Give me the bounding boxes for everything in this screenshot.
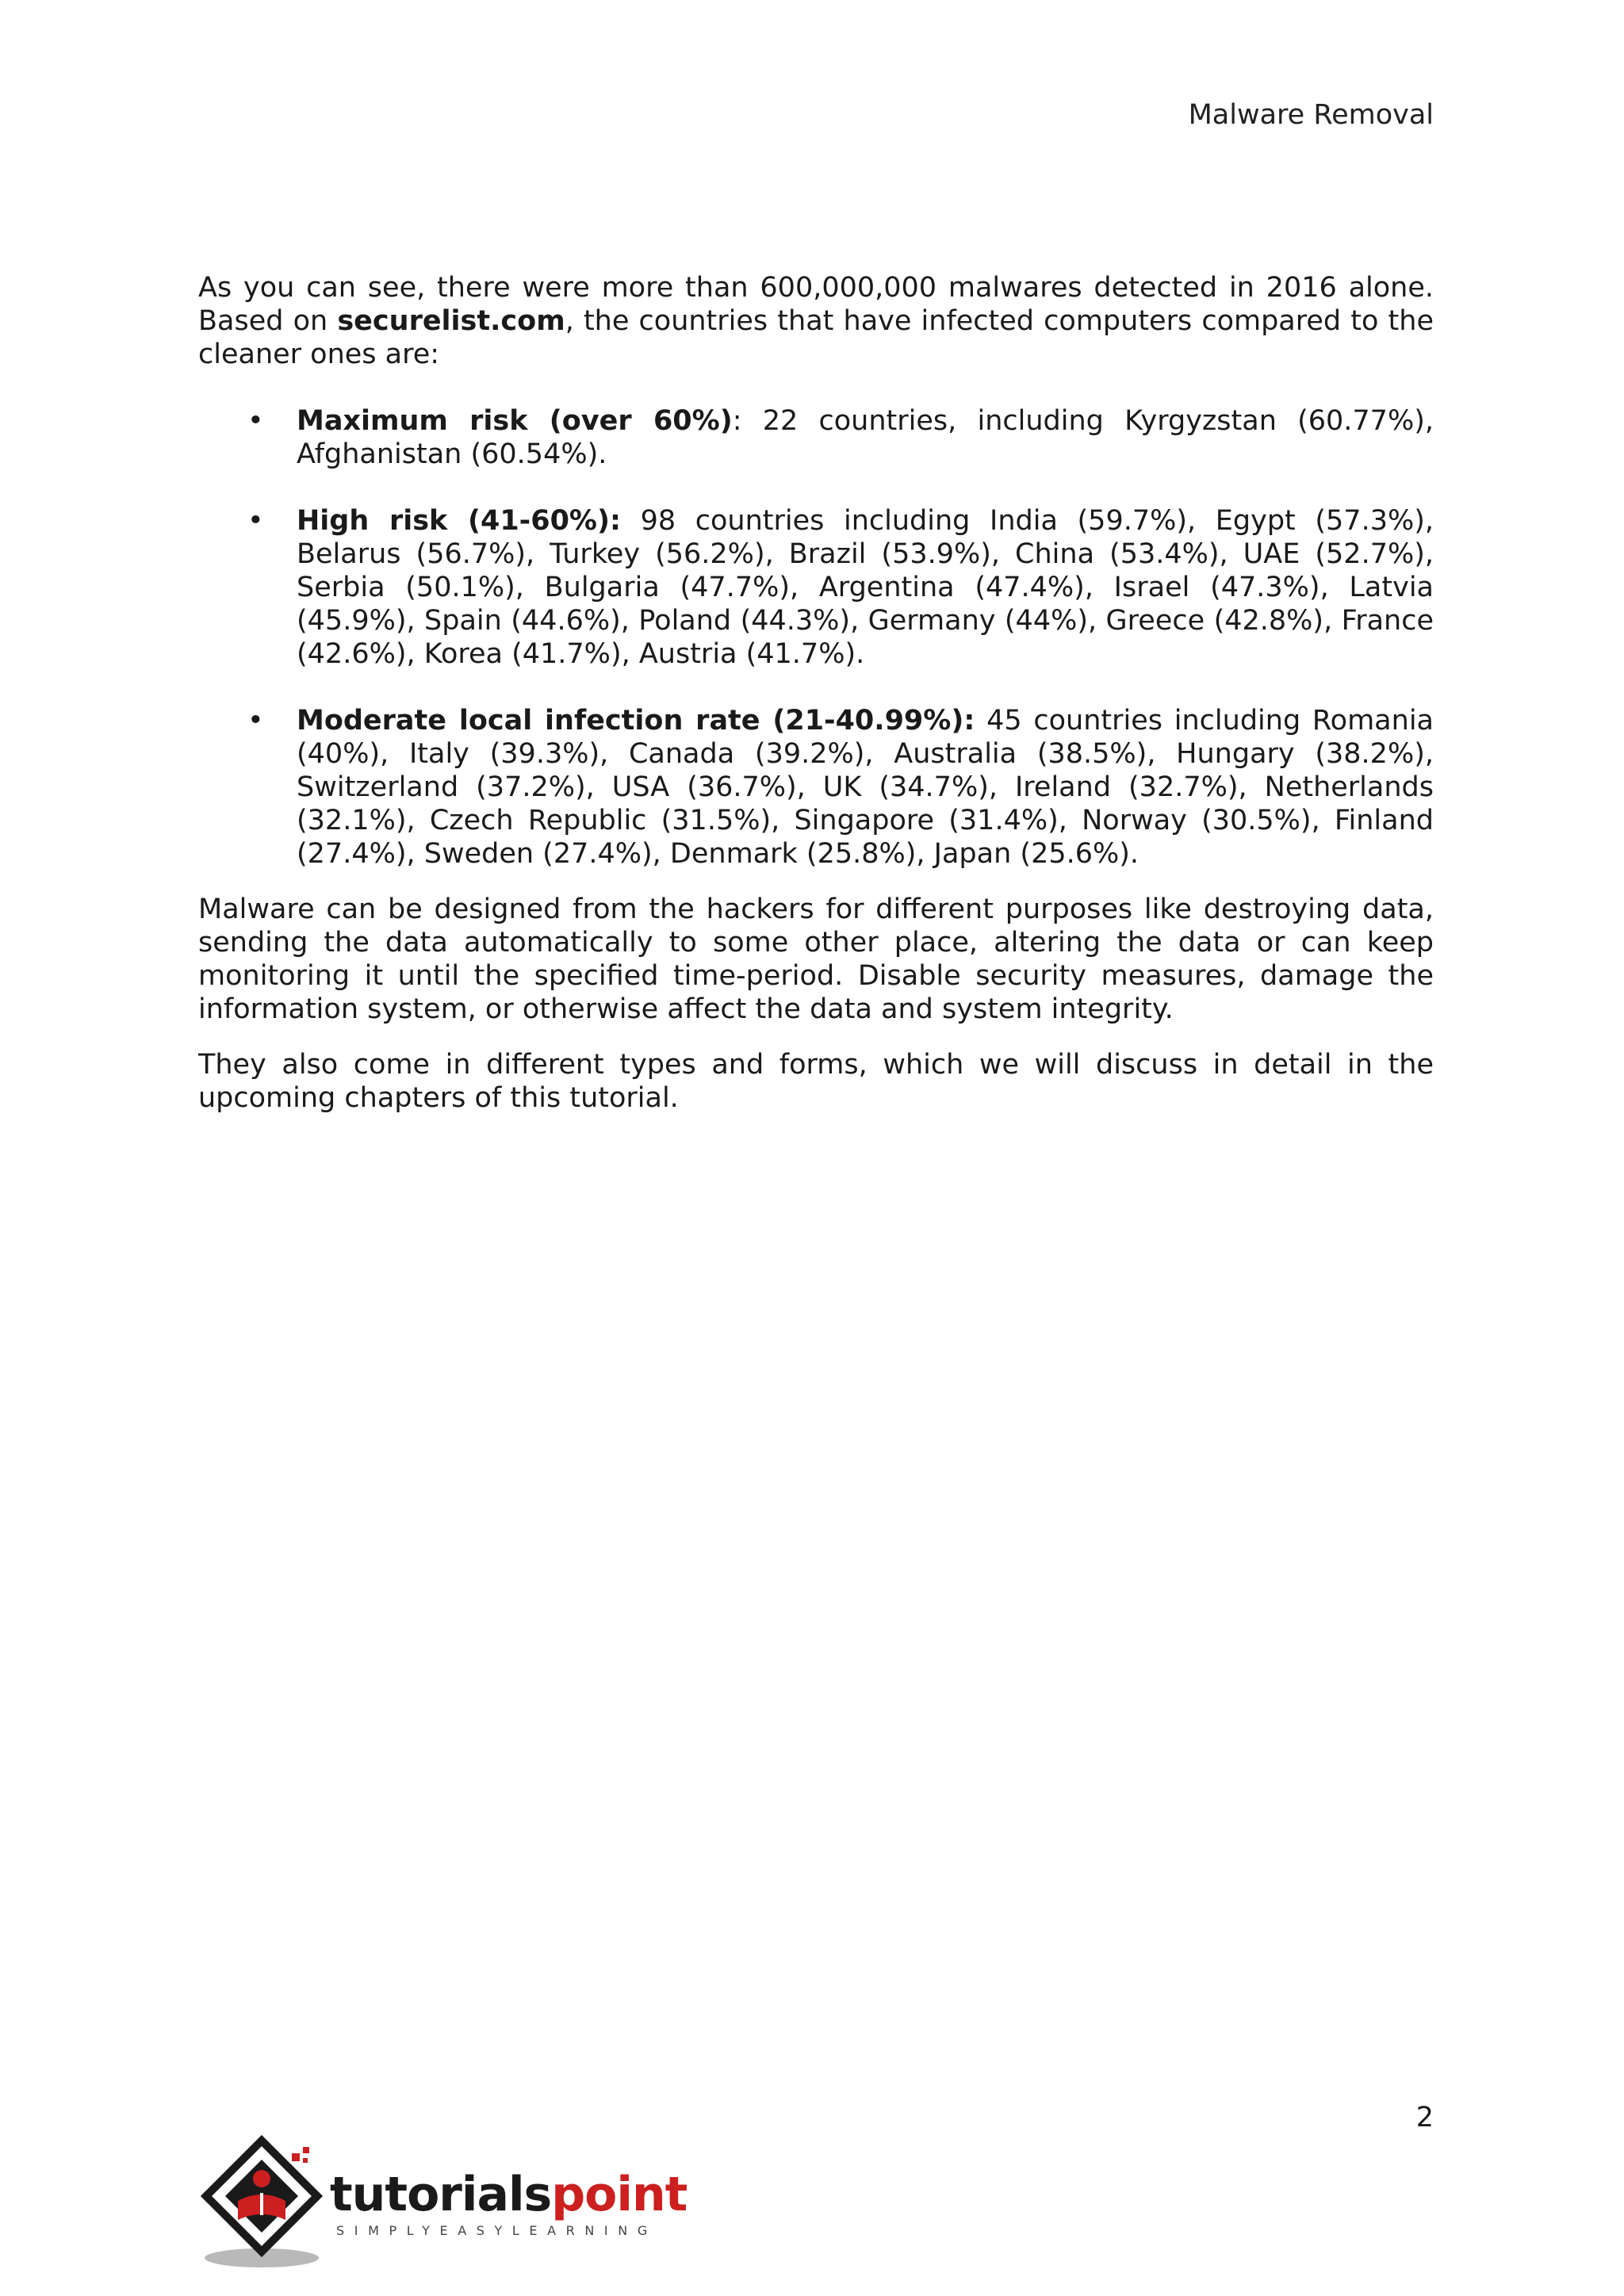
logo-tagline: SIMPLYEASYLEARNING xyxy=(336,2223,657,2238)
page-number: 2 xyxy=(1415,2102,1434,2133)
document-body xyxy=(198,271,1434,1137)
bullet-icon: • xyxy=(247,505,264,537)
logo-word-point: point xyxy=(551,2167,688,2222)
intro-text-part1: As you can see, there were more than 600,000,000 malwares detected in 2016 alone. Based on xyxy=(198,272,1434,337)
bullet-icon: • xyxy=(247,405,264,437)
intro-text-part2: , the countries that have infected computers compared to the cleaner ones are: xyxy=(198,305,1434,370)
logo-word-tutorials: tutorials xyxy=(330,2167,552,2222)
risk-label: Moderate local infection rate (21-40.99%): xyxy=(297,705,975,737)
bullet-icon: • xyxy=(247,705,264,737)
list-item-high-risk xyxy=(198,504,1434,671)
logo-wordmark xyxy=(330,2169,687,2220)
list-item-moderate-risk xyxy=(198,704,1434,871)
types-paragraph: They also come in different types and forms, which we will discuss in detail in the upcoming chapters of this tutorial. xyxy=(198,1049,1434,1114)
risk-description: 98 countries including India (59.7%), Egypt (57.3%), Belarus (56.7%), Turkey (56.2%), Brazil (53.9%), China (53.4%), UAE (52.7%), Serbia (50.1%), Bulgaria (47.7%), Argentina (47.4%), Israel (47.3%), Latvia (45.9%), Spain (44.6%), Poland (44.3%), Germany (44%), Greece (42.8%), France (42.6%), Korea (41.7%), Austria (41.7%). xyxy=(297,505,1434,670)
risk-level-list xyxy=(198,404,1434,871)
risk-label: High risk (41-60%): xyxy=(297,505,621,537)
risk-label: Maximum risk (over 60%) xyxy=(297,405,733,437)
intro-paragraph xyxy=(198,271,1434,371)
risk-description: 45 countries including Romania (40%), Italy (39.3%), Canada (39.2%), Australia (38.5%), Hungary (38.2%), Switzerland (37.2%), USA (36.7%), UK (34.7%), Ireland (32.7%), Netherlands (32.1%), Czech Republic (31.5%), Singapore (31.4%), Norway (30.5%), Finland (27.4%), Sweden (27.4%), Denmark (25.8%), Japan (25.6%). xyxy=(297,705,1434,870)
list-item-maximum-risk xyxy=(198,404,1434,471)
running-header-title: Malware Removal xyxy=(1188,99,1434,131)
logo-diamond-icon xyxy=(197,2133,331,2275)
purposes-paragraph: Malware can be designed from the hackers for different purposes like destroying data, sending the data automatically to some other place, altering the data or can keep monitoring it until the specified time-period. Disable security measures, damage the information system, or otherwise affect the data and system integrity. xyxy=(198,894,1434,1025)
risk-description: : 22 countries, including Kyrgyzstan (60.77%), Afghanistan (60.54%). xyxy=(297,405,1434,470)
intro-source-name: securelist.com xyxy=(337,305,565,337)
tutorialspoint-logo xyxy=(197,2133,688,2275)
